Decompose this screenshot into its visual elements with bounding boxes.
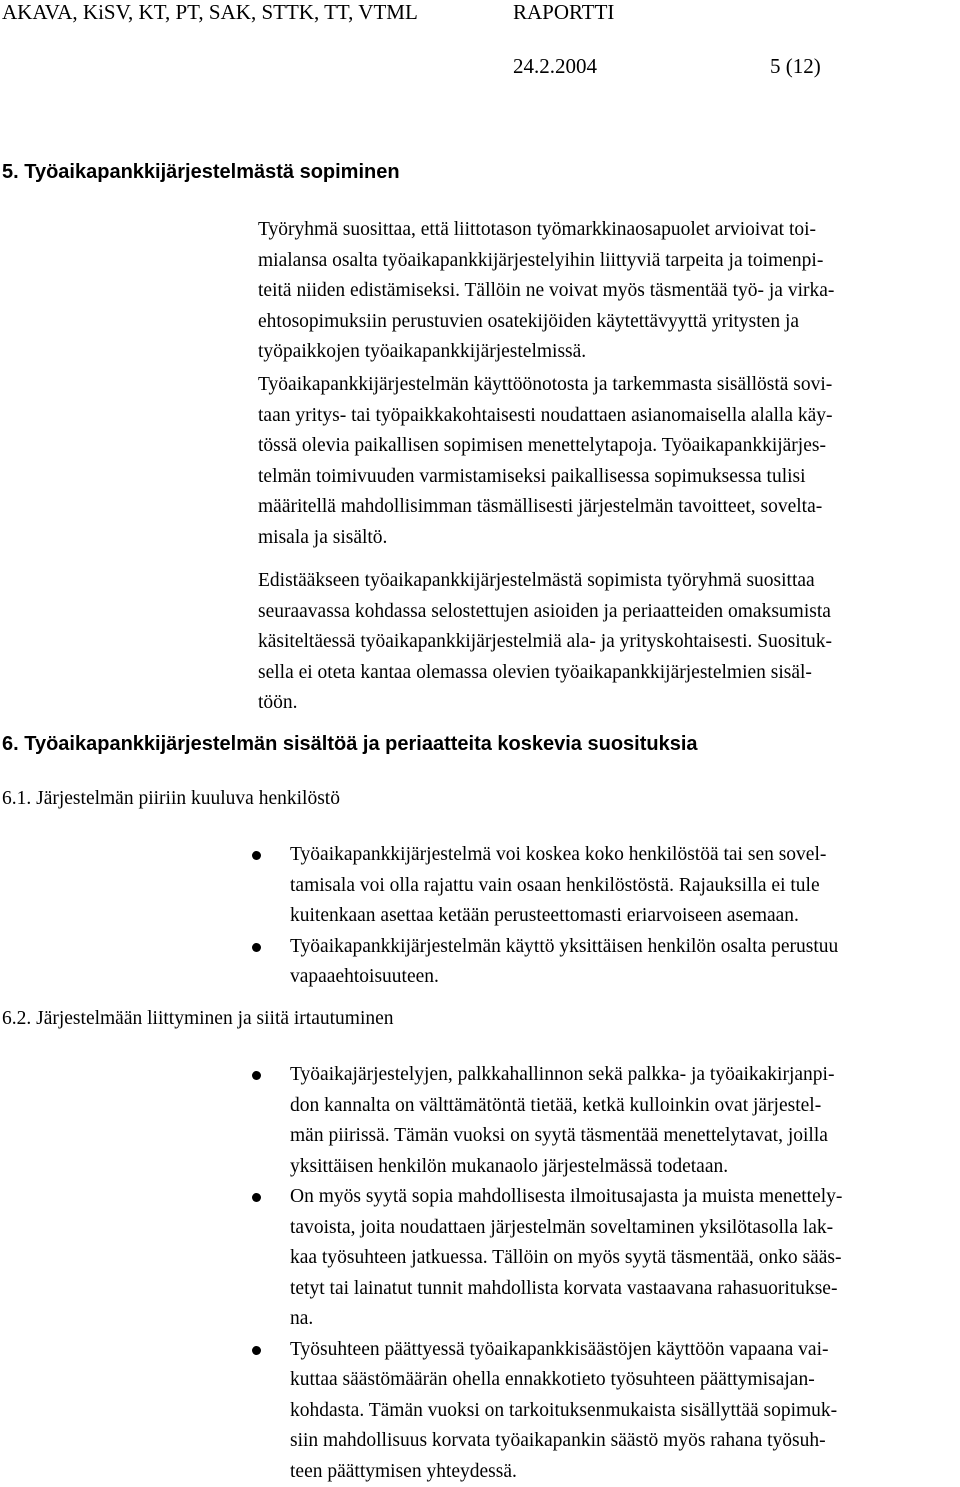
text-line: siin mahdollisuus korvata työaikapankin säästö myös rahana työsuh- — [290, 1426, 958, 1457]
section-5-paragraph-2 — [258, 370, 958, 553]
text-line: tavoista, joita noudattaen järjestelmän soveltaminen yksilötasolla lak- — [290, 1213, 958, 1244]
section-5-paragraph-3 — [258, 566, 958, 719]
text-line: Työaikajärjestelyjen, palkkahallinnon sekä palkka- ja työaikakirjanpi- — [290, 1060, 958, 1091]
bullet-item — [258, 932, 958, 993]
text-line: misala ja sisältö. — [258, 523, 958, 554]
text-line: telmän toimivuuden varmistamiseksi paikallisessa sopimuksessa tulisi — [258, 462, 958, 493]
text-line: töön. — [258, 688, 958, 719]
header-organizations: AKAVA, KiSV, KT, PT, SAK, STTK, TT, VTML — [2, 0, 418, 24]
text-line: On myös syytä sopia mahdollisesta ilmoitusajasta ja muista menettely- — [290, 1182, 958, 1213]
bullet-icon — [252, 1071, 261, 1080]
section-5-heading: 5. Työaikapankkijärjestelmästä sopiminen — [2, 160, 400, 184]
text-line: seuraavassa kohdassa selostettujen asioiden ja periaatteiden omaksumista — [258, 597, 958, 628]
text-line: Työryhmä suosittaa, että liittotason työmarkkinaosapuolet arvioivat toi- — [258, 215, 958, 246]
text-line: työpaikkojen työaikapankkijärjestelmissä. — [258, 337, 958, 368]
text-line: teen päättymisen yhteydessä. — [290, 1457, 958, 1487]
text-line: tössä olevia paikallisen sopimisen menettelytapoja. Työaikapankkijärjes- — [258, 431, 958, 462]
section-6-2-bullet-list — [258, 1060, 958, 1487]
text-line: Edistääkseen työaikapankkijärjestelmästä sopimista työryhmä suosittaa — [258, 566, 958, 597]
text-line: mialansa osalta työaikapankkijärjestelyihin liittyviä tarpeita ja toimenpi- — [258, 246, 958, 277]
bullet-icon — [252, 851, 261, 860]
text-line: sella ei oteta kantaa olemassa olevien työaikapankkijärjestelmien sisäl- — [258, 658, 958, 689]
text-line: kohdasta. Tämän vuoksi on tarkoituksenmukaista sisällyttää sopimuk- — [290, 1396, 958, 1427]
header-doc-type: RAPORTTI — [513, 0, 614, 24]
text-line: kuitenkaan asettaa ketään perusteettomasti eriarvoiseen asemaan. — [290, 901, 958, 932]
text-line: määritellä mahdollisimman täsmällisesti järjestelmän tavoitteet, soveltа- — [258, 492, 958, 523]
header-date: 24.2.2004 — [513, 54, 597, 78]
bullet-icon — [252, 1193, 261, 1202]
section-6-2-heading: 6.2. Järjestelmään liittyminen ja siitä irtautuminen — [2, 1007, 394, 1031]
text-line: tetyt tai lainatut tunnit mahdollista korvata vastaavana rahasuoritukse- — [290, 1274, 958, 1305]
text-line: na. — [290, 1304, 958, 1335]
text-line: vapaaehtoisuuteen. — [290, 962, 958, 993]
text-line: käsiteltäessä työaikapankkijärjestelmiä ala- ja yrityskohtaisesti. Suosituk- — [258, 627, 958, 658]
section-6-heading: 6. Työaikapankkijärjestelmän sisältöä ja periaatteita koskevia suosituksia — [2, 732, 698, 756]
text-line: Työaikapankkijärjestelmä voi koskea koko henkilöstöä tai sen sovel- — [290, 840, 958, 871]
text-line: ehtosopimuksiin perustuvien osatekijöiden käytettävyyttä yritysten ja — [258, 307, 958, 338]
bullet-item — [258, 1182, 958, 1335]
text-line: Työaikapankkijärjestelmän käyttö yksittäisen henkilön osalta perustuu — [290, 932, 958, 963]
section-6-1-heading: 6.1. Järjestelmän piiriin kuuluva henkilöstö — [2, 787, 340, 811]
text-line: teitä niiden edistämiseksi. Tällöin ne voivat myös täsmentää työ- ja virka- — [258, 276, 958, 307]
text-line: kuttaa säästömäärän ohella ennakkotieto työsuhteen päättymisajan- — [290, 1365, 958, 1396]
text-line: Työaikapankkijärjestelmän käyttöönotosta ja tarkemmasta sisällöstä sovi- — [258, 370, 958, 401]
bullet-icon — [252, 1346, 261, 1355]
section-6-1-bullet-list — [258, 840, 958, 993]
text-line: don kannalta on välttämätöntä tietää, ketkä kulloinkin ovat järjestel- — [290, 1091, 958, 1122]
bullet-item — [258, 840, 958, 932]
text-line: Työsuhteen päättyessä työaikapankkisäästöjen käyttöön vapaana vai- — [290, 1335, 958, 1366]
text-line: yksittäisen henkilön mukanaolo järjestelmässä todetaan. — [290, 1152, 958, 1183]
header-page-number: 5 (12) — [770, 54, 821, 78]
bullet-item — [258, 1060, 958, 1182]
text-line: taan yritys- tai työpaikkakohtaisesti noudattaen asianomaisella alalla käy- — [258, 401, 958, 432]
text-line: tamisala voi olla rajattu vain osaan henkilöstöstä. Rajauksilla ei tule — [290, 871, 958, 902]
text-line: män piirissä. Tämän vuoksi on syytä täsmentää menettelytavat, joilla — [290, 1121, 958, 1152]
bullet-icon — [252, 943, 261, 952]
section-5-paragraph-1 — [258, 215, 958, 368]
text-line: kaa työsuhteen jatkuessa. Tällöin on myös syytä täsmentää, onko sääs- — [290, 1243, 958, 1274]
bullet-item — [258, 1335, 958, 1487]
